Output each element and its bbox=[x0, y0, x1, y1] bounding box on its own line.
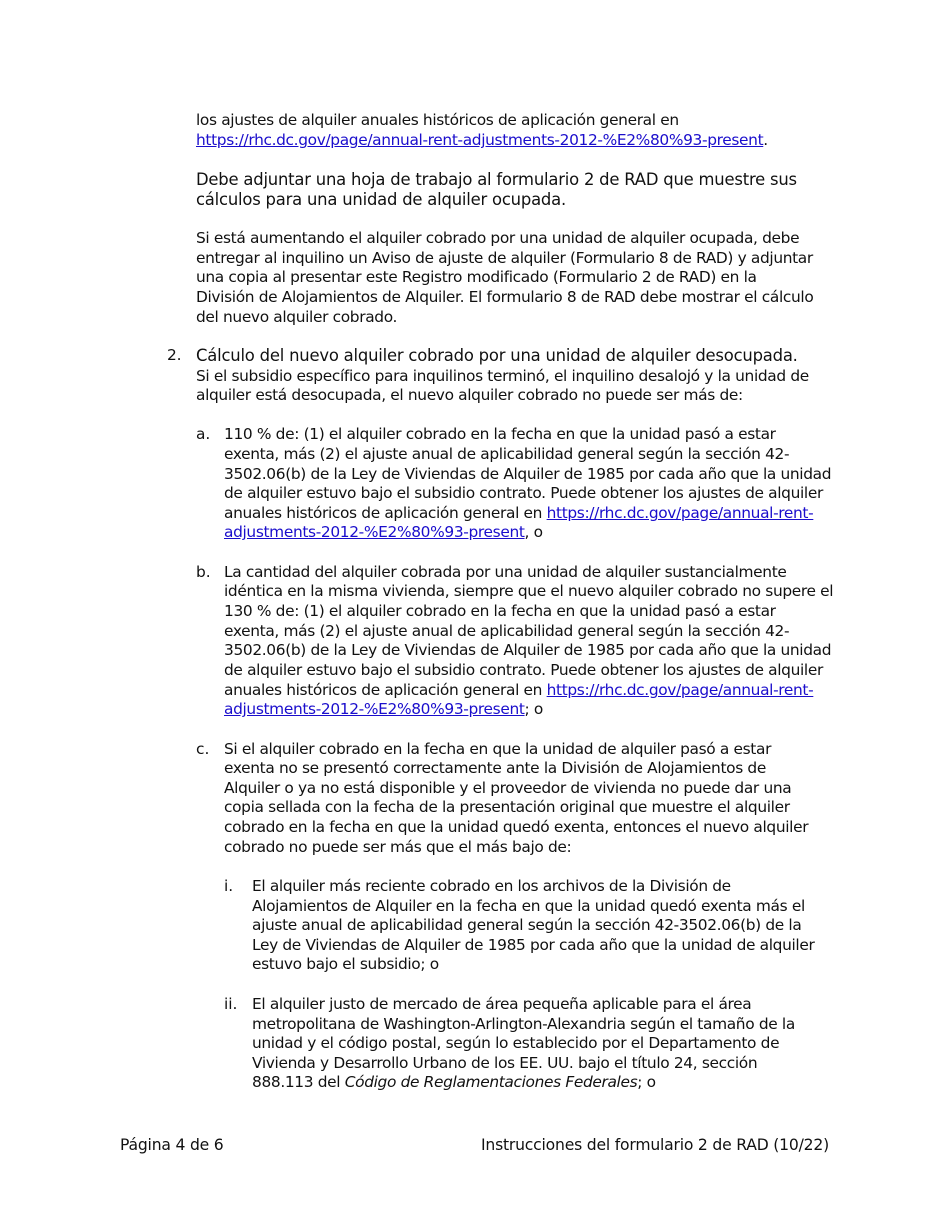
item-ii-label: ii. bbox=[224, 995, 238, 1013]
item-ii-text-line: El alquiler justo de mercado de área pequeña aplicable para el área bbox=[252, 995, 752, 1013]
item-a-label: a. bbox=[196, 425, 211, 443]
item-b-text-line: de alquiler estuvo bajo el subsidio contrato. Puede obtener los ajustes de alquiler bbox=[224, 661, 823, 679]
item-c-text-line: Alquiler o ya no está disponible y el proveedor de vivienda no puede dar una bbox=[224, 779, 792, 797]
item-ii-text-line bbox=[252, 1073, 656, 1093]
intro-period: . bbox=[763, 131, 768, 149]
item-b-text-line: 3502.06(b) de la Ley de Viviendas de Alquiler de 1985 por cada año que la unidad bbox=[224, 641, 832, 659]
item-c-label: c. bbox=[196, 740, 210, 758]
item-i-text-line: Alojamientos de Alquiler en la fecha en que la unidad quedó exenta más el bbox=[252, 897, 805, 915]
item-a-rent-adjustments-link-cont[interactable]: adjustments-2012-%E2%80%93-present bbox=[224, 523, 525, 541]
item-b-text-line bbox=[224, 681, 813, 701]
annual-rent-adjustments-link[interactable]: https://rhc.dc.gov/page/annual-rent-adjustments-2012-%E2%80%93-present bbox=[196, 131, 764, 149]
item-2-number: 2. bbox=[167, 346, 182, 364]
item-b-text-line bbox=[224, 700, 543, 720]
item-ii-citation-title: Código de Reglamentaciones Federales bbox=[344, 1073, 638, 1091]
item-i-text-line: El alquiler más reciente cobrado en los archivos de la División de bbox=[252, 877, 731, 895]
item-a-text-line: exenta, más (2) el ajuste anual de aplicabilidad general según la sección 42- bbox=[224, 445, 790, 463]
item-2-heading: Cálculo del nuevo alquiler cobrado por una unidad de alquiler desocupada. bbox=[196, 346, 798, 365]
notice-paragraph-line: del nuevo alquiler cobrado. bbox=[196, 308, 398, 326]
item-a-text-line bbox=[224, 523, 543, 543]
worksheet-note-line: cálculos para una unidad de alquiler ocupada. bbox=[196, 190, 566, 209]
item-b-link-intro: anuales históricos de aplicación general en bbox=[224, 681, 547, 699]
intro-link-line bbox=[196, 131, 768, 151]
footer-document-title: Instrucciones del formulario 2 de RAD (10/22) bbox=[480, 1136, 829, 1154]
item-c-text-line: cobrado no puede ser más que el más bajo de: bbox=[224, 838, 572, 856]
item-2-text-line: alquiler está desocupada, el nuevo alquiler cobrado no puede ser más de: bbox=[196, 386, 743, 404]
item-b-text-line: La cantidad del alquiler cobrada por una unidad de alquiler sustancialmente bbox=[224, 563, 787, 581]
item-b-tail: ; o bbox=[524, 700, 543, 718]
item-b-rent-adjustments-link[interactable]: https://rhc.dc.gov/page/annual-rent- bbox=[546, 681, 814, 699]
worksheet-note-line: Debe adjuntar una hoja de trabajo al formulario 2 de RAD que muestre sus bbox=[196, 170, 797, 189]
item-a-link-intro: anuales históricos de aplicación general en bbox=[224, 504, 547, 522]
item-b-label: b. bbox=[196, 563, 211, 581]
notice-paragraph-line: una copia al presentar este Registro modificado (Formulario 2 de RAD) en la bbox=[196, 268, 757, 286]
footer-page-number: Página 4 de 6 bbox=[120, 1136, 224, 1154]
item-ii-citation-suffix: ; o bbox=[637, 1073, 656, 1091]
notice-paragraph-line: entregar al inquilino un Aviso de ajuste de alquiler (Formulario 8 de RAD) y adjuntar bbox=[196, 249, 813, 267]
item-b-text-line: exenta, más (2) el ajuste anual de aplicabilidad general según la sección 42- bbox=[224, 622, 790, 640]
item-b-text-line: 130 % de: (1) el alquiler cobrado en la fecha en que la unidad pasó a estar bbox=[224, 602, 776, 620]
item-a-text-line bbox=[224, 504, 813, 524]
item-i-text-line: estuvo bajo el subsidio; o bbox=[252, 955, 439, 973]
item-c-text-line: exenta no se presentó correctamente ante la División de Alojamientos de bbox=[224, 759, 766, 777]
item-b-rent-adjustments-link-cont[interactable]: adjustments-2012-%E2%80%93-present bbox=[224, 700, 525, 718]
item-a-text-line: 110 % de: (1) el alquiler cobrado en la fecha en que la unidad pasó a estar bbox=[224, 425, 776, 443]
notice-paragraph-line: Si está aumentando el alquiler cobrado por una unidad de alquiler ocupada, debe bbox=[196, 229, 800, 247]
item-c-text-line: cobrado en la fecha en que la unidad quedó exenta, entonces el nuevo alquiler bbox=[224, 818, 809, 836]
intro-text-line: los ajustes de alquiler anuales históricos de aplicación general en bbox=[196, 111, 679, 129]
item-ii-text-line: Vivienda y Desarrollo Urbano de los EE. UU. bajo el título 24, sección bbox=[252, 1054, 758, 1072]
item-ii-citation-prefix: 888.113 del bbox=[252, 1073, 345, 1091]
item-c-text-line: copia sellada con la fecha de la presentación original que muestre el alquiler bbox=[224, 798, 790, 816]
item-ii-text-line: metropolitana de Washington-Arlington-Alexandria según el tamaño de la bbox=[252, 1015, 795, 1033]
item-i-text-line: ajuste anual de aplicabilidad general según la sección 42-3502.06(b) de la bbox=[252, 916, 802, 934]
item-2-text-line: Si el subsidio específico para inquilinos terminó, el inquilino desalojó y la unidad de bbox=[196, 367, 809, 385]
item-b-text-line: idéntica en la misma vivienda, siempre que el nuevo alquiler cobrado no supere el bbox=[224, 582, 834, 600]
notice-paragraph-line: División de Alojamientos de Alquiler. El formulario 8 de RAD debe mostrar el cálculo bbox=[196, 288, 814, 306]
item-i-label: i. bbox=[224, 877, 234, 895]
item-a-text-line: de alquiler estuvo bajo el subsidio contrato. Puede obtener los ajustes de alquiler bbox=[224, 484, 823, 502]
item-a-text-line: 3502.06(b) de la Ley de Viviendas de Alquiler de 1985 por cada año que la unidad bbox=[224, 465, 832, 483]
item-i-text-line: Ley de Viviendas de Alquiler de 1985 por cada año que la unidad de alquiler bbox=[252, 936, 815, 954]
item-c-text-line: Si el alquiler cobrado en la fecha en que la unidad de alquiler pasó a estar bbox=[224, 740, 772, 758]
item-a-rent-adjustments-link[interactable]: https://rhc.dc.gov/page/annual-rent- bbox=[546, 504, 814, 522]
item-ii-text-line: unidad y el código postal, según lo establecido por el Departamento de bbox=[252, 1034, 780, 1052]
item-a-tail: , o bbox=[524, 523, 543, 541]
